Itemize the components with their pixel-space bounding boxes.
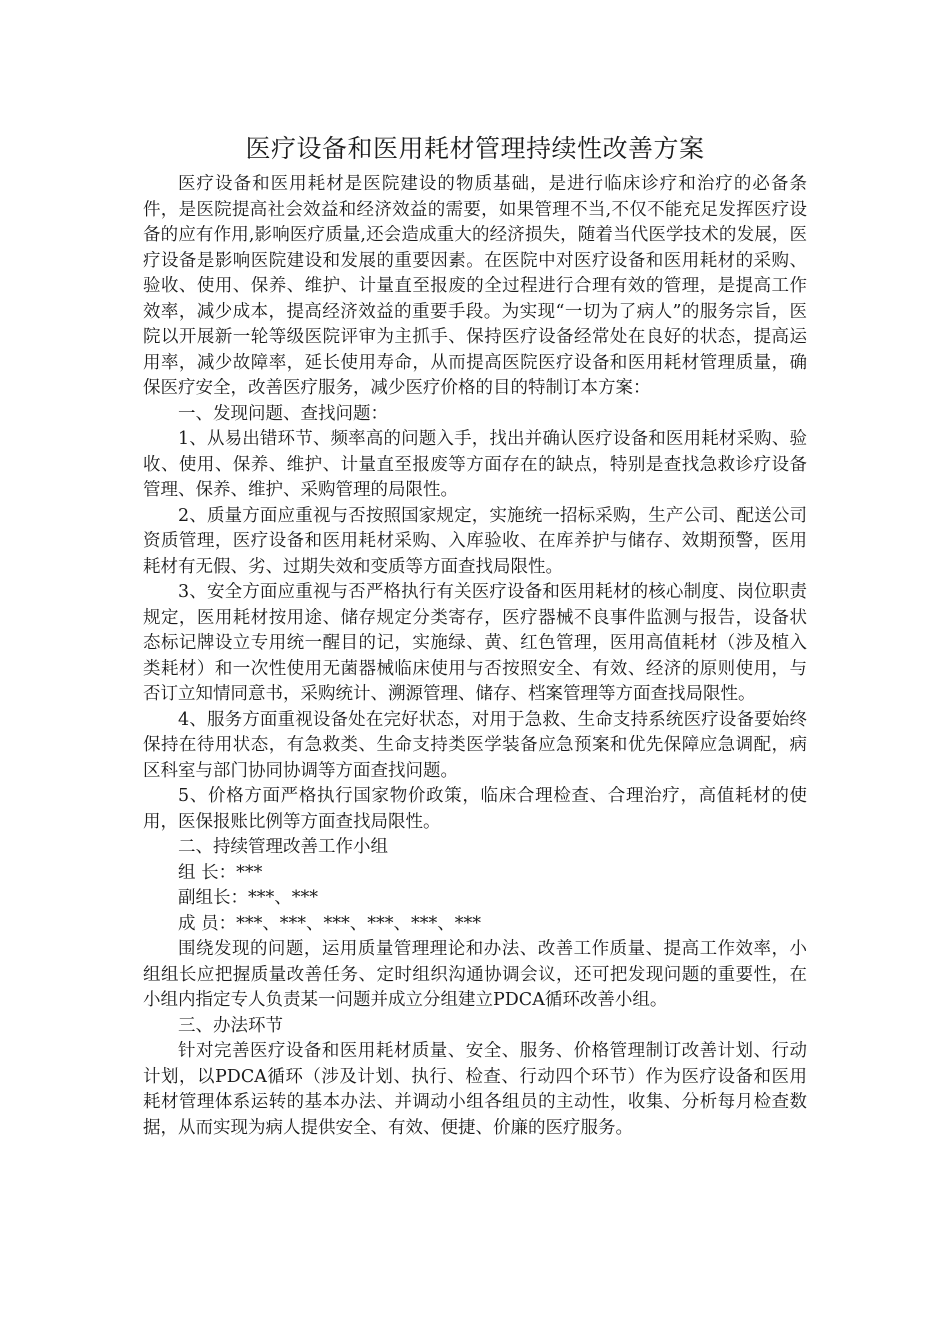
group-deputy: 副组长：***、*** — [178, 888, 318, 908]
section-1-item-4: 4、服务方面重视设备处在完好状态，对用于急救、生命支持系统医疗设备要始终保持在待用状态，有急救类、生命支持类医学装备应急预案和优先保障应急调配，病区科室与部门协同协调等方面查找问题。 — [143, 709, 807, 781]
section-1-item-5: 5、价格方面严格执行国家物价政策，临床合理检查、合理治疗，高值耗材的使用，医保报账比例等方面查找局限性。 — [143, 786, 807, 832]
section-1-item-3: 3、安全方面应重视与否严格执行有关医疗设备和医用耗材的核心制度、岗位职责规定，医用耗材按用途、储存规定分类寄存，医疗器械不良事件监测与报告，设备状态标记牌设立专用统一醒目的记，实施绿、黄、红色管理，医用高值耗材（涉及植入类耗材）和一次性使用无菌器械临床使用与否按照安全、有效、经济的原则使用，与否订立知情同意书，采购统计、溯源管理、储存、档案管理等方面查找局限性。 — [143, 582, 807, 704]
intro-paragraph: 医疗设备和医用耗材是医院建设的物质基础，是进行临床诊疗和治疗的必备条件，是医院提高社会效益和经济效益的需要，如果管理不当,不仅不能充足发挥医疗设备的应有作用,影响医疗质量,还会造成重大的经济损失，随着当代医学技术的发展，医疗设备是影响医院建设和发展的重要因素。在医院中对医疗设备和医用耗材的采购、验收、使用、保养、维护、计量直至报废的全过程进行合理有效的管理，是提高工作效率，减少成本，提高经济效益的重要手段。为实现“一切为了病人”的服务宗旨，医院以开展新一轮等级医院评审为主抓手、保持医疗设备经常处在良好的状态，提高运用率，减少故障率，延长使用寿命，从而提高医院医疗设备和医用耗材管理质量，确保医疗安全，改善医疗服务，减少医疗价格的目的特制订本方案： — [143, 174, 807, 398]
section-3-paragraph: 针对完善医疗设备和医用耗材质量、安全、服务、价格管理制订改善计划、行动计划，以PDCA循环（涉及计划、执行、检查、行动四个环节）作为医疗设备和医用耗材管理体系运转的基本办法、并调动小组各组员的主动性，收集、分析每月检查数据，从而实现为病人提供安全、有效、便捷、价廉的医疗服务。 — [143, 1041, 807, 1138]
group-members: 成 员：***、***、***、***、***、*** — [178, 913, 482, 934]
section-1-item-2: 2、质量方面应重视与否按照国家规定，实施统一招标采购，生产公司、配送公司资质管理，医疗设备和医用耗材采购、入库验收、在库养护与储存、效期预警，医用耗材有无假、劣、过期失效和变质等方面查找局限性。 — [143, 505, 807, 577]
section-2-paragraph: 围绕发现的问题，运用质量管理理论和办法、改善工作质量、提高工作效率，小组组长应把握质量改善任务、定时组织沟通协调会议，还可把发现问题的重要性，在小组内指定专人负责某一问题并成立分组建立PDCA循环改善小组。 — [143, 939, 807, 1010]
section-1-item-1: 1、从易出错环节、频率高的问题入手，找出并确认医疗设备和医用耗材采购、验收、使用、保养、维护、计量直至报废等方面存在的缺点，特别是查找急救诊疗设备管理、保养、维护、采购管理的局限性。 — [143, 429, 807, 500]
section-2-heading: 二、持续管理改善工作小组 — [178, 837, 388, 857]
document-body — [143, 172, 807, 1141]
section-1-heading: 一、发现问题、查找问题： — [178, 403, 388, 424]
section-3-heading: 三、办法环节 — [178, 1015, 283, 1036]
group-leader: 组 长：*** — [178, 862, 263, 883]
document-title: 医疗设备和医用耗材管理持续性改善方案 — [245, 134, 705, 163]
